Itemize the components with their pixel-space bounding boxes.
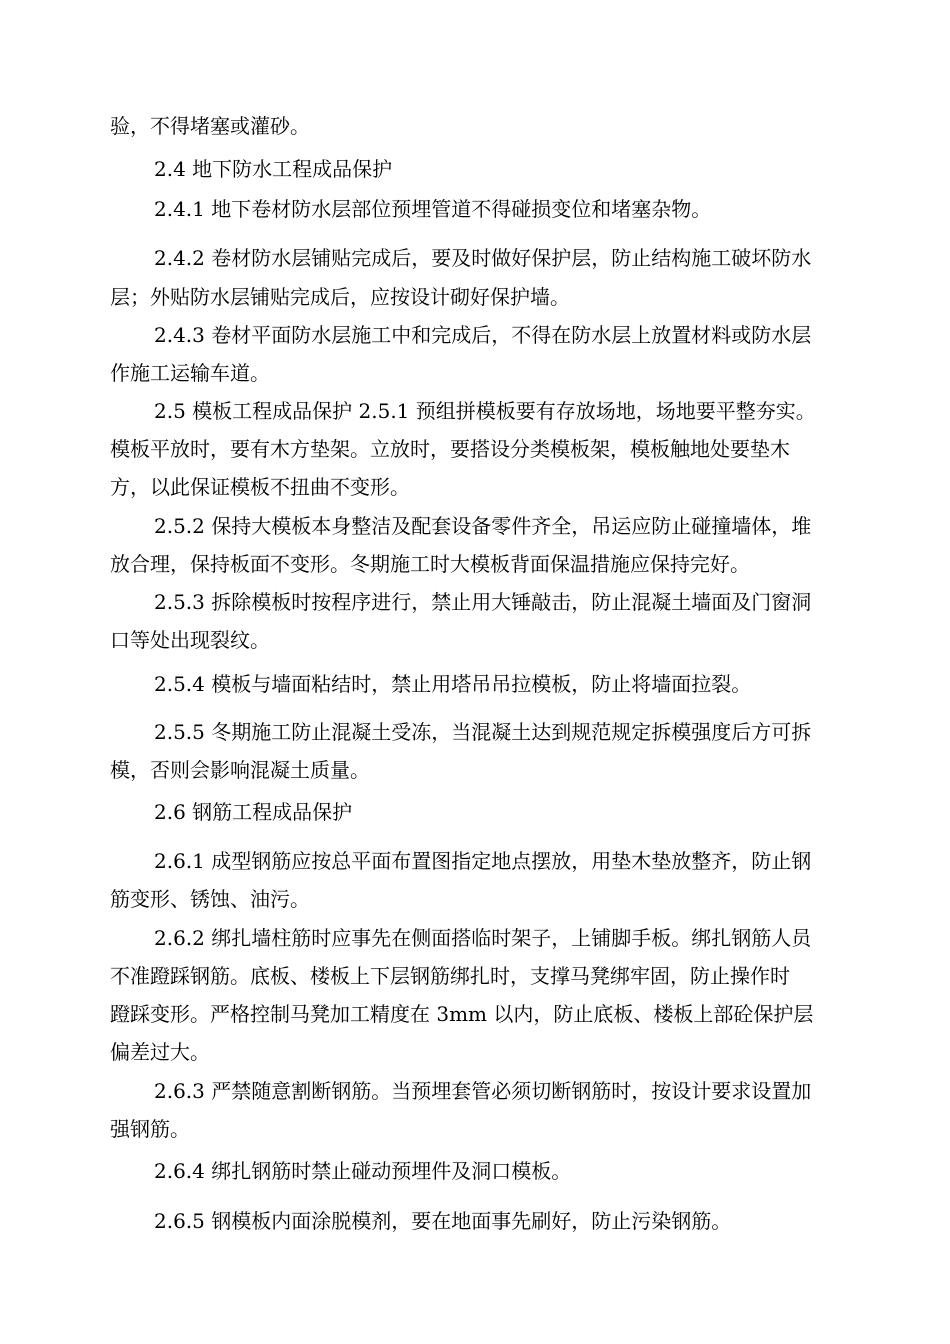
text-line: 口等处出现裂纹。	[110, 628, 270, 652]
text-line: 2.5.4 模板与墙面粘结时，禁止用塔吊吊拉模板，防止将墙面拉裂。	[154, 672, 752, 696]
section-heading: 2.4 地下防水工程成品保护	[154, 157, 393, 181]
text-line: 偏差过大。	[110, 1040, 210, 1064]
text-line: 模板平放时，要有木方垫架。立放时，要搭设分类模板架，模板触地处要垫木	[110, 437, 790, 461]
text-line: 层；外贴防水层铺贴完成后，应按设计砌好保护墙。	[110, 285, 570, 309]
text-line: 蹬踩变形。严格控制马凳加工精度在 3mm 以内，防止底板、楼板上部砼保护层	[110, 1002, 814, 1026]
text-line: 2.4.3 卷材平面防水层施工中和完成后，不得在防水层上放置材料或防水层	[154, 323, 812, 347]
text-line: 验，不得堵塞或灌砂。	[110, 114, 310, 138]
text-line: 2.6.1 成型钢筋应按总平面布置图指定地点摆放，用垫木垫放整齐，防止钢	[154, 849, 812, 873]
text-line: 强钢筋。	[110, 1117, 190, 1141]
section-heading: 2.6 钢筋工程成品保护	[154, 800, 353, 824]
text-line: 作施工运输车道。	[110, 361, 270, 385]
text-line: 2.5.2 保持大模板本身整洁及配套设备零件齐全，吊运应防止碰撞墙体，堆	[154, 514, 812, 538]
text-line: 2.6.5 钢模板内面涂脱模剂，要在地面事先刷好，防止污染钢筋。	[154, 1209, 732, 1233]
text-line: 方，以此保证模板不扭曲不变形。	[110, 475, 410, 499]
text-line: 2.6.3 严禁随意割断钢筋。当预埋套管必须切断钢筋时，按设计要求设置加	[154, 1079, 812, 1103]
text-line: 筋变形、锈蚀、油污。	[110, 887, 310, 911]
text-line: 模，否则会影响混凝土质量。	[110, 758, 370, 782]
section-heading: 2.5 模板工程成品保护 2.5.1 预组拼模板要有存放场地，场地要平整夯实。	[154, 399, 816, 423]
text-line: 2.5.5 冬期施工防止混凝土受冻，当混凝土达到规范规定拆模强度后方可拆	[154, 720, 812, 744]
text-line: 2.4.1 地下卷材防水层部位预埋管道不得碰损变位和堵塞杂物。	[154, 197, 712, 221]
text-line: 2.6.2 绑扎墙柱筋时应事先在侧面搭临时架子，上铺脚手板。绑扎钢筋人员	[154, 926, 812, 950]
text-line: 2.4.2 卷材防水层铺贴完成后，要及时做好保护层，防止结构施工破坏防水	[154, 246, 812, 270]
text-line: 放合理，保持板面不变形。冬期施工时大模板背面保温措施应保持完好。	[110, 552, 750, 576]
text-line: 2.5.3 拆除模板时按程序进行，禁止用大锤敲击，防止混凝土墙面及门窗洞	[154, 590, 812, 614]
text-line: 2.6.4 绑扎钢筋时禁止碰动预埋件及洞口模板。	[154, 1159, 572, 1183]
text-line: 不准蹬踩钢筋。底板、楼板上下层钢筋绑扎时，支撑马凳绑牢固，防止操作时	[110, 964, 790, 988]
